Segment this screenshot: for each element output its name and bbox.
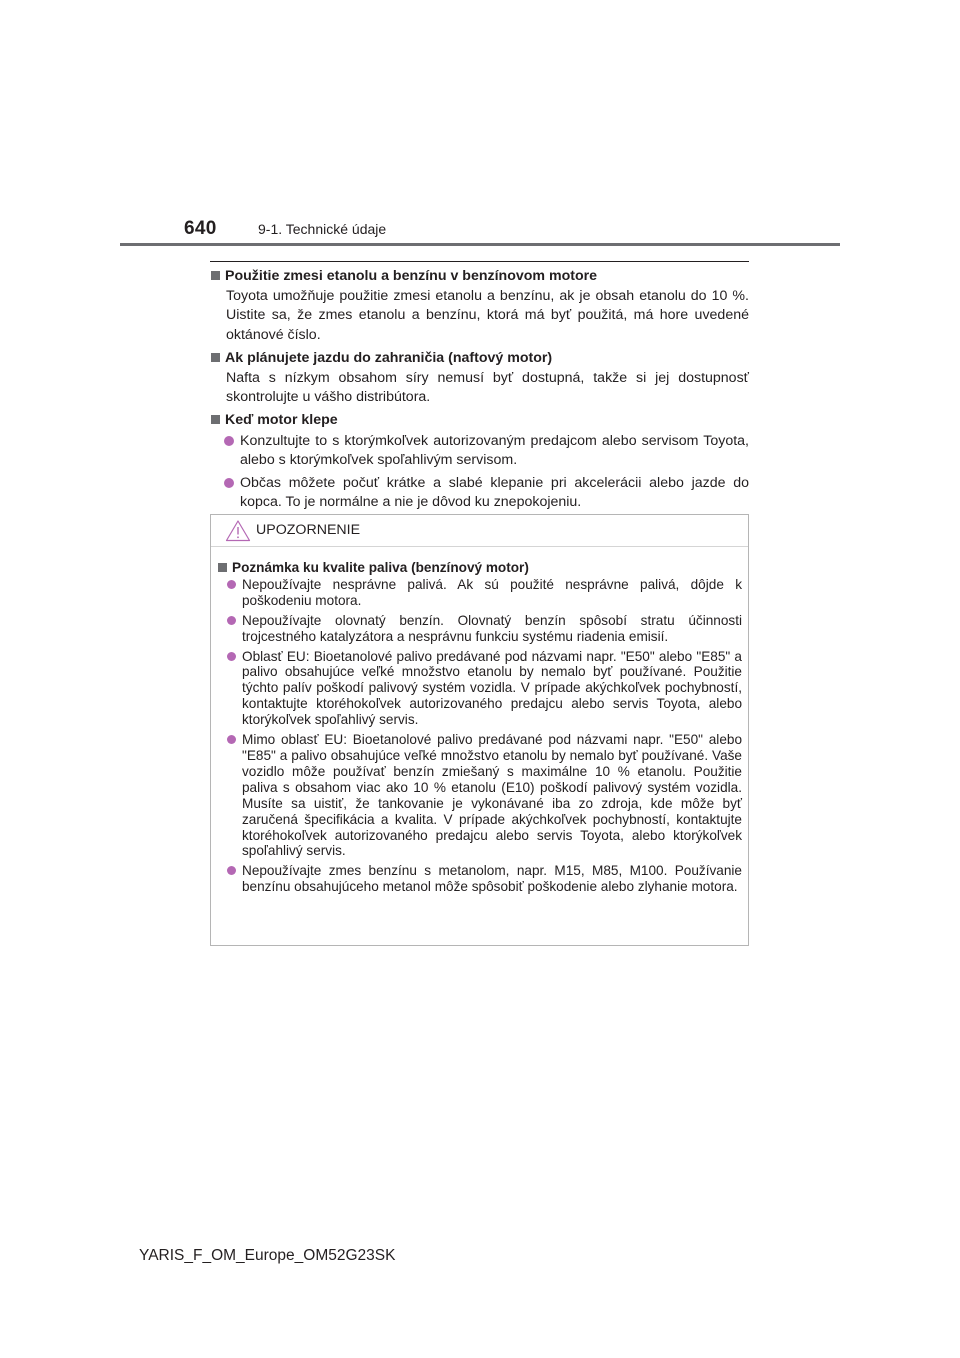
list-item-text: Oblasť EU: Bioetanolové palivo predávané pod názvami napr. "E50" alebo "E85" a palivo obsahujúce veľké množstvo etanolu by nemalo byť používané. Použitie týchto palív poškodí palivový systém vozidla. V prípade akýchkoľvek pochybností, kontaktujte ktoréhokoľvek autorizovaného predajcu alebo servis Toyota, alebo ktorýkoľvek spoľahlivý servis. [242, 648, 742, 728]
list-item-text: Konzultujte to s ktorýmkoľvek autorizovaným predajcom alebo servisom Toyota, alebo s ktorýmkoľvek spoľahlivým servisom. [240, 432, 749, 468]
page-number: 640 [184, 218, 217, 239]
warning-box [210, 514, 749, 946]
section-heading-knocking [210, 411, 749, 430]
section-heading-ethanol [210, 267, 749, 286]
square-bullet-icon [211, 271, 220, 280]
circle-bullet-icon [227, 580, 236, 589]
content-divider [210, 261, 749, 262]
list-item [224, 474, 749, 512]
circle-bullet-icon [227, 735, 236, 744]
section-title: 9-1. Technické údaje [258, 221, 387, 237]
warning-heading [217, 560, 742, 576]
warning-header [211, 515, 748, 547]
section-heading-abroad [210, 349, 749, 368]
main-content [210, 267, 749, 516]
list-item-text: Nepoužívajte zmes benzínu s metanolom, napr. M15, M85, M100. Používanie benzínu obsahujúceho metanol môže spôsobiť poškodenie alebo zlyhanie motora. [242, 863, 742, 895]
document-code: YARIS_F_OM_Europe_OM52G23SK [139, 1247, 396, 1264]
warning-triangle-icon [225, 519, 251, 542]
list-item-text: Nepoužívajte nesprávne palivá. Ak sú použité nesprávne palivá, dôjde k poškodeniu motora. [242, 576, 742, 608]
circle-bullet-icon [227, 866, 236, 875]
circle-bullet-icon [227, 652, 236, 661]
warning-title: UPOZORNENIE [256, 522, 361, 538]
circle-bullet-icon [224, 436, 234, 446]
header-divider [120, 243, 840, 246]
list-item [227, 649, 742, 729]
warning-body [211, 547, 748, 895]
circle-bullet-icon [227, 616, 236, 625]
section-heading-text: Ak plánujete jazdu do zahraničia (naftový motor) [225, 349, 553, 366]
section-heading-text: Keď motor klepe [225, 412, 338, 429]
list-item-text: Mimo oblasť EU: Bioetanolové palivo predávané pod názvami napr. "E50" alebo "E85" a palivo obsahujúce veľké množstvo etanolu by nemalo byť používané. Vaše vozidlo môže používať benzín zmiešaný s maximálne 10 % etanolu. Použitie paliva s obsahom viac ako 10 % etanolu (E10) poškodí palivový systém vozidla. Musíte sa uistiť, že tankovanie je vykonávané iba zo zdroja, kde môže byť zaručená špecifikácia a kvalita. V prípade akýchkoľvek pochybností, kontaktujte ktoréhokoľvek autorizovaného predajcu alebo servis Toyota, alebo ktorýkoľvek spoľahlivý servis. [242, 732, 742, 859]
section-paragraph-abroad: Nafta s nízkym obsahom síry nemusí byť dostupná, takže si jej dostupnosť skontrolujte u vášho distribútora. [226, 370, 749, 406]
list-item [227, 732, 742, 859]
warning-heading-text: Poznámka ku kvalite paliva (benzínový motor) [232, 560, 529, 575]
list-item [224, 432, 749, 470]
section-paragraph-ethanol: Toyota umožňuje použitie zmesi etanolu a benzínu, ak je obsah etanolu do 10 %. Uistite sa, že zmes etanolu a benzínu, ktorá má byť použitá, má hore uvedené oktánové číslo. [226, 288, 749, 343]
list-item [227, 613, 742, 645]
list-item [227, 863, 742, 895]
square-bullet-icon [218, 563, 227, 572]
circle-bullet-icon [224, 478, 234, 488]
list-item-text: Nepoužívajte olovnatý benzín. Olovnatý benzín spôsobí stratu účinnosti trojcestného katalyzátora a nesprávnu funkciu systému riadenia emisií. [242, 612, 742, 644]
list-item [227, 577, 742, 609]
list-item-text: Občas môžete počuť krátke a slabé klepanie pri akcelerácii alebo jazde do kopca. To je normálne a nie je dôvod ku znepokojeniu. [240, 475, 749, 511]
square-bullet-icon [211, 415, 220, 424]
square-bullet-icon [211, 353, 220, 362]
section-heading-text: Použitie zmesi etanolu a benzínu v benzínovom motore [225, 268, 598, 284]
